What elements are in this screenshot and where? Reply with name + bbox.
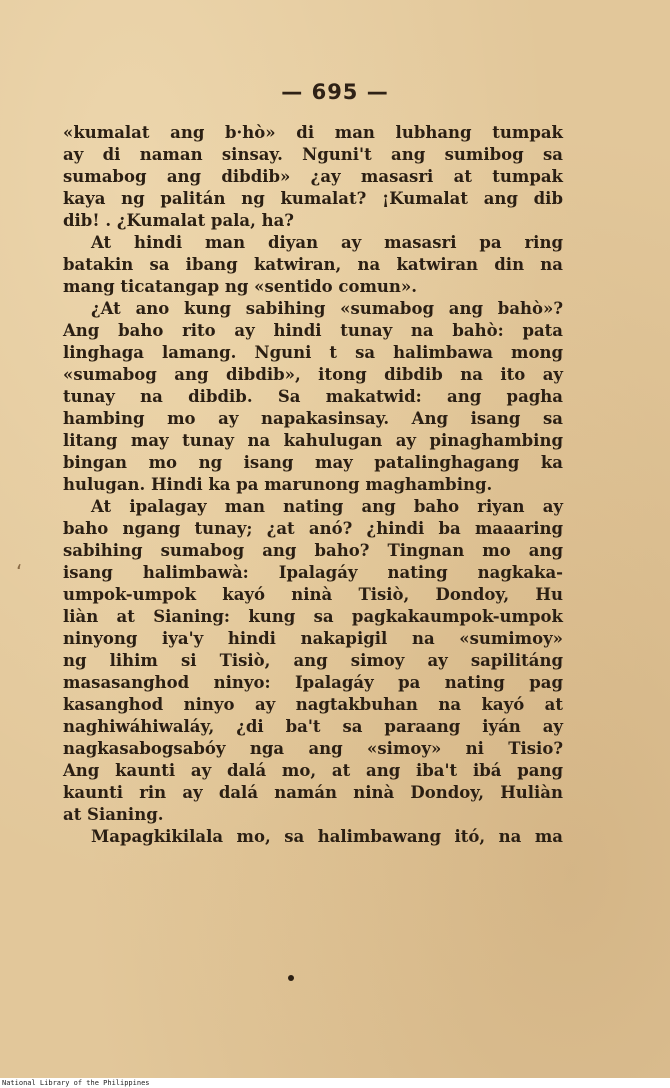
library-credit: National Library of the Philippines xyxy=(2,1079,150,1087)
text-line: bingan mo ng isang may patalinghagang ka xyxy=(63,453,563,472)
text-line: sumabog ang dibdib» ¿ay masasri at tumpak xyxy=(63,167,563,186)
text-line: hulugan. Hindi ka pa marunong maghambing. xyxy=(63,475,493,494)
text-line: Ang baho rito ay hindi tunay na bahò: pata xyxy=(63,321,563,340)
text-line: umpok-umpok kayó ninà Tisiò, Dondoy, Hu xyxy=(63,585,563,604)
text-line: linghaga lamang. Nguni t sa halimbawa mong xyxy=(63,343,563,362)
text-line: tunay na dibdib. Sa makatwid: ang pagha xyxy=(63,387,563,406)
text-line: dib! . ¿Kumalat pala, ha? xyxy=(63,211,294,230)
text-line: litang may tunay na kahulugan ay pinaghambing xyxy=(63,431,563,450)
text-line: ng lihim si Tisiò, ang simoy ay sapilitáng xyxy=(63,651,563,670)
ink-dot xyxy=(288,975,294,981)
text-line: Ang kaunti ay dalá mo, at ang iba't ibá pang xyxy=(63,761,563,780)
text-line: naghiwáhiwaláy, ¿di ba't sa paraang iyán ay xyxy=(63,717,563,736)
text-line: At ipalagay man nating ang baho riyan ay xyxy=(91,497,563,516)
text-line: ¿At ano kung sabihing «sumabog ang bahò»? xyxy=(91,299,563,318)
text-line: sabihing sumabog ang baho? Tingnan mo ang xyxy=(63,541,563,560)
text-line: kaunti rin ay dalá namán ninà Dondoy, Huliàn xyxy=(63,783,563,802)
text-line: mang ticatangap ng «sentido comun». xyxy=(63,277,417,296)
text-line: liàn at Sianing: kung sa pagkakaumpok-umpok xyxy=(63,607,563,626)
page-number: — 695 — xyxy=(281,80,389,104)
text-line: masasanghod ninyo: Ipalagáy pa nating pag xyxy=(63,673,563,692)
text-line: Mapagkikilala mo, sa halimbawang itó, na ma xyxy=(91,827,563,846)
text-line: kasanghod ninyo ay nagtakbuhan na kayó at xyxy=(63,695,563,714)
text-line: batakin sa ibang katwiran, na katwiran din na xyxy=(63,255,563,274)
text-line: «sumabog ang dibdib», itong dibdib na ito ay xyxy=(63,365,563,384)
text-line: hambing mo ay napakasinsay. Ang isang sa xyxy=(63,409,563,428)
text-line: ninyong iya'y hindi nakapigil na «sumimoy» xyxy=(63,629,563,648)
body-text xyxy=(63,122,563,848)
text-line: «kumalat ang b·hò» di man lubhang tumpak xyxy=(63,123,563,142)
text-line: ay di naman sinsay. Nguni't ang sumibog sa xyxy=(63,145,563,164)
margin-mark: ʻ xyxy=(16,560,23,584)
text-line: nagkasabogsabóy nga ang «simoy» ni Tisio? xyxy=(63,739,563,758)
text-line: at Sianing. xyxy=(63,805,164,824)
text-line: isang halimbawà: Ipalagáy nating nagkaka- xyxy=(63,563,563,582)
text-line: At hindi man diyan ay masasri pa ring xyxy=(91,233,563,252)
footer-strip xyxy=(0,1078,670,1088)
text-line: kaya ng palitán ng kumalat? ¡Kumalat ang dib xyxy=(63,189,563,208)
text-line: baho ngang tunay; ¿at anó? ¿hindi ba maaaring xyxy=(63,519,563,538)
